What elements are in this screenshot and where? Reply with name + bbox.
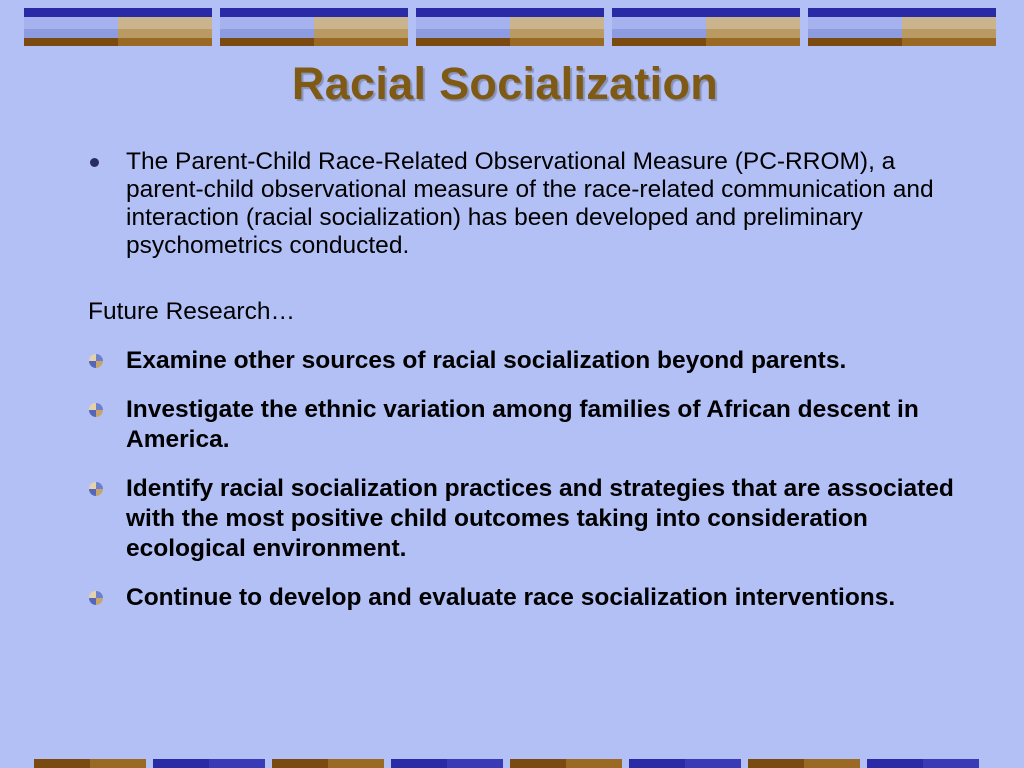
section-heading: Future Research… [88,298,295,325]
pie-bullet-icon [88,353,104,369]
list-item [88,583,968,613]
band-block [612,8,800,46]
list-item-text: Investigate the ethnic variation among families of African descent in America. [126,396,919,453]
pie-bullet-icon [88,481,104,497]
band-block [416,8,604,46]
band-block [748,759,860,768]
list-item [88,474,968,564]
band-block [808,8,996,46]
list-item [88,346,968,376]
future-research-list [88,346,968,613]
list-item-text: Identify racial socialization practices and strategies that are associated with the most positive child outcomes taking into consideration ecological environment. [126,475,954,562]
slide-body [88,148,968,632]
dot-bullet-icon [90,158,99,167]
band-block [220,8,408,46]
band-block [391,759,503,768]
band-block [272,759,384,768]
band-block [867,759,979,768]
band-block [24,8,212,46]
pie-bullet-icon [88,402,104,418]
list-item [88,395,968,455]
band-block [153,759,265,768]
bottom-decorative-band [34,759,1024,768]
top-decorative-band [24,8,999,46]
list-item-text: Examine other sources of racial socialization beyond parents. [126,347,847,374]
pie-bullet-icon [88,590,104,606]
band-block [34,759,146,768]
list-item-text: Continue to develop and evaluate race socialization interventions. [126,584,896,611]
band-block [629,759,741,768]
band-block [510,759,622,768]
intro-bullet-item [88,148,968,260]
intro-bullet-text: The Parent-Child Race-Related Observational Measure (PC-RROM), a parent-child observational measure of the race-related communication and interaction (racial socialization) has been developed and preliminary psychometrics conducted. [126,148,934,259]
slide-title: Racial Socialization [291,58,719,109]
